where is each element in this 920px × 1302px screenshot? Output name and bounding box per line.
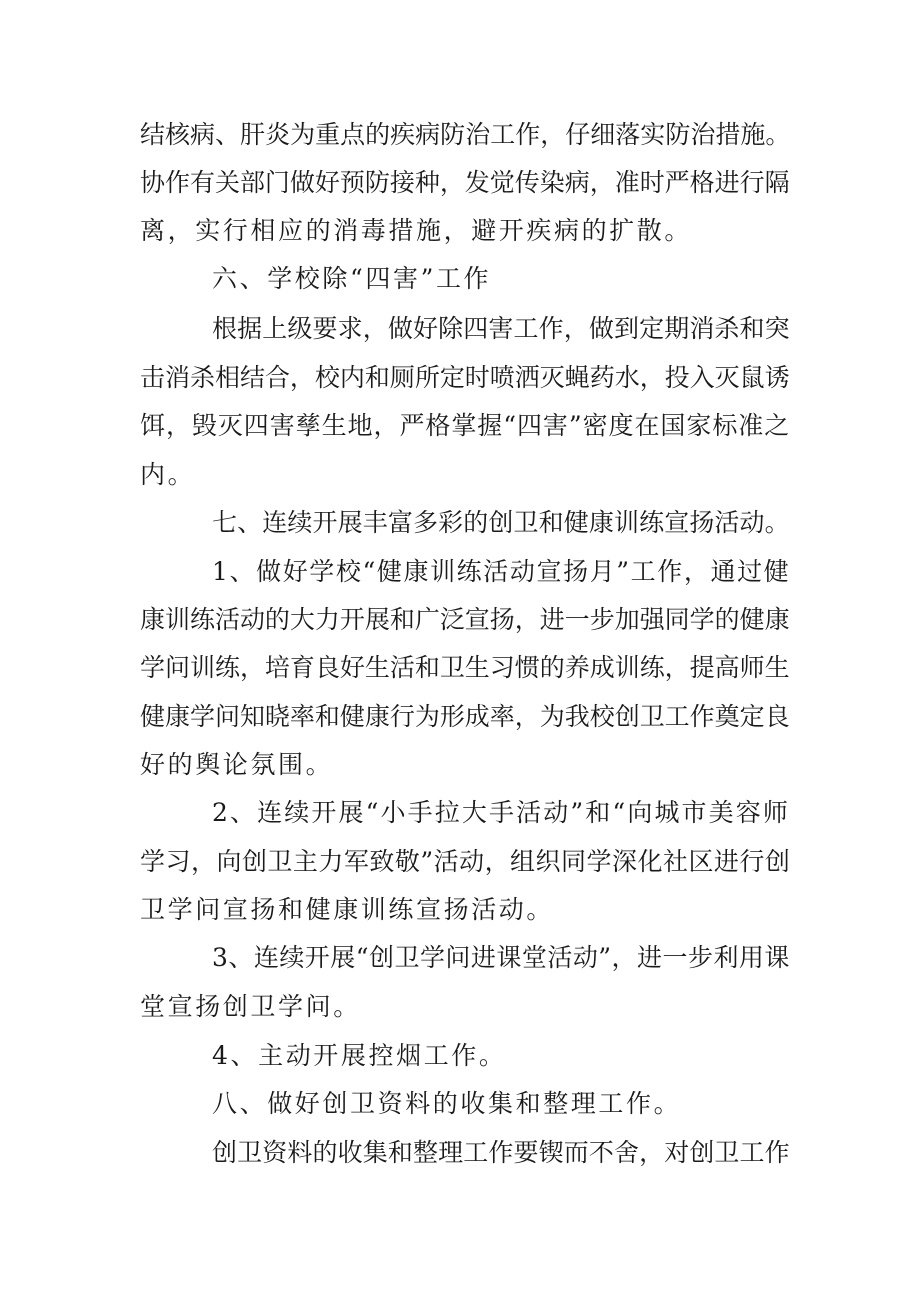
body-text-line: 学问训练，培育良好生活和卫生习惯的养成训练，提高师生 (140, 653, 790, 682)
section-heading-8: 八、做好创卫资料的收集和整理工作。 (212, 1089, 682, 1118)
body-text-line: 健康学问知晓率和健康行为形成率，为我校创卫工作奠定良 (140, 702, 790, 731)
body-text-line: 学习，向创卫主力军致敬”活动，组织同学深化社区进行创 (140, 847, 791, 876)
body-text-line: 根据上级要求，做好除四害工作，做到定期消杀和突 (212, 314, 790, 343)
body-text-line: 结核病、肝炎为重点的疾病防治工作，仔细落实防治措施。 (140, 120, 791, 149)
body-text-line: 内。 (140, 460, 196, 489)
body-text-line: 创卫资料的收集和整理工作要锲而不舍，对创卫工作 (212, 1138, 790, 1167)
body-text-line: 离，实行相应的消毒措施，避开疾病的扩散。 (140, 216, 693, 245)
body-text-line: 堂宣扬创卫学问。 (140, 992, 361, 1021)
section-heading-6: 六、学校除“四害”工作 (212, 264, 492, 293)
body-text-line: 1、做好学校“健康训练活动宣扬月”工作，通过健 (212, 557, 791, 586)
body-text-line: 4、主动开展控烟工作。 (212, 1041, 507, 1070)
body-text-line: 康训练活动的大力开展和广泛宣扬，进一步加强同学的健康 (140, 605, 790, 634)
body-text-line: 饵，毁灭四害孳生地，严格掌握“四害”密度在国家标准之 (140, 411, 791, 440)
body-text-line: 协作有关部门做好预防接种，发觉传染病，准时严格进行隔 (140, 168, 790, 197)
body-text-line: 好的舆论氛围。 (140, 750, 334, 779)
body-text-line: 2、连续开展“小手拉大手活动”和“向城市美容师 (212, 798, 791, 827)
section-heading-7: 七、连续开展丰富多彩的创卫和健康训练宣扬活动。 (212, 508, 790, 537)
body-text-line: 3、连续开展“创卫学问进课堂活动”，进一步利用课 (212, 943, 790, 972)
body-text-line: 卫学问宣扬和健康训练宣扬活动。 (140, 895, 555, 924)
body-text-line: 击消杀相结合，校内和厕所定时喷洒灭蝇药水，投入灭鼠诱 (140, 363, 790, 392)
